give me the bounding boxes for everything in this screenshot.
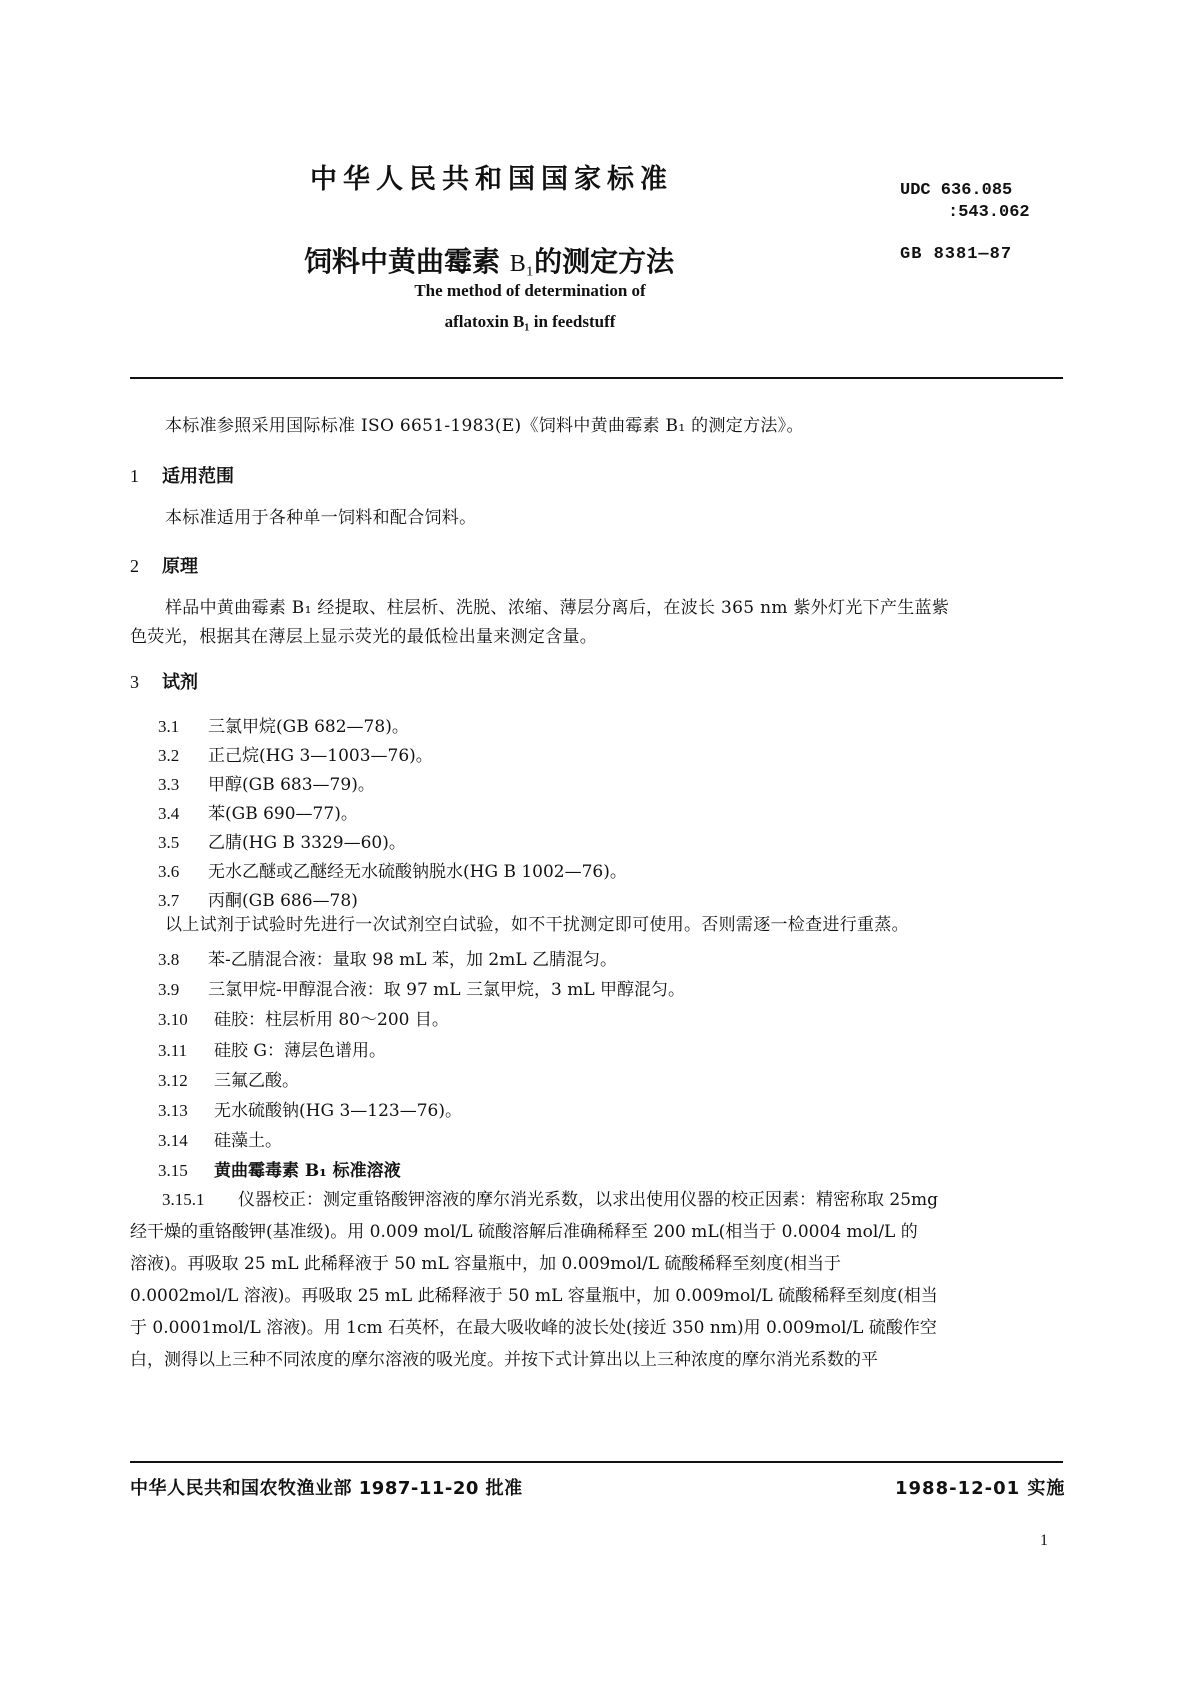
footer-divider (130, 1461, 1063, 1463)
reagent-note: 以上试剂于试验时先进行一次试剂空白试验，如不干扰测定即可使用。否则需逐一检查进行重蒸。 (165, 915, 909, 935)
udc-line-1: UDC 636.085 (900, 181, 1013, 200)
item-text: 乙腈(HG B 3329—60)。 (208, 833, 406, 853)
title-part-2: 的测定方法 (534, 245, 675, 278)
calibration-line: 经干燥的重铬酸钾(基准级)。用 0.009 mol/L 硫酸溶解后准确稀释至 200 mL(相当于 0.0004 mol/L 的 (130, 1222, 918, 1242)
item-number: 3.14 (158, 1131, 188, 1150)
calibration-line: 0.0002mol/L 溶液)。再吸取 25 mL 此稀释液于 50 mL 容量瓶中，加 0.009mol/L 硫酸稀释至刻度(相当 (130, 1286, 938, 1306)
item-number: 3.2 (158, 746, 180, 765)
section-title: 试剂 (162, 672, 198, 693)
item-text: 三氯甲烷-甲醇混合液：取 97 mL 三氯甲烷，3 mL 甲醇混匀。 (208, 980, 686, 1000)
reagent-item (158, 1036, 386, 1061)
english-title-line-2: aflatoxin B₁ in feedstuff (444, 312, 616, 331)
section-1-heading (130, 462, 234, 488)
reagent-item (158, 945, 617, 970)
item-number: 3.15 (158, 1161, 188, 1180)
item-number: 3.11 (158, 1041, 188, 1060)
section-number: 3 (130, 672, 139, 692)
udc-code (900, 180, 1030, 224)
item-number: 3.8 (158, 950, 180, 969)
reagent-item (158, 770, 375, 795)
item-number: 3.13 (158, 1101, 188, 1120)
section-1-text: 本标准适用于各种单一饲料和配合饲料。 (165, 508, 477, 528)
section-title: 适用范围 (162, 466, 234, 487)
page-number: 1 (1040, 1532, 1048, 1549)
calibration-line (130, 1184, 1065, 1216)
reagent-item (158, 1096, 462, 1121)
sub-item-number: 3.15.1 (162, 1190, 205, 1209)
intro-paragraph: 本标准参照采用国际标准 ISO 6651-1983(E)《饲料中黄曲霉素 B₁ 的测定方法》。 (165, 416, 804, 436)
reagent-item (158, 799, 358, 824)
item-text: 苯(GB 690—77)。 (208, 804, 358, 824)
item-number: 3.4 (158, 804, 180, 823)
item-text: 甲醇(GB 683—79)。 (208, 775, 375, 795)
header-divider (130, 377, 1063, 379)
item-number: 3.10 (158, 1010, 188, 1029)
reagent-item (158, 1156, 401, 1181)
standard-header: 中华人民共和国国家标准 (310, 164, 673, 195)
calibration-line: 于 0.0001mol/L 溶液)。用 1cm 石英杯，在最大吸收峰的波长处(接近 350 nm)用 0.009mol/L 硫酸作空 (130, 1318, 937, 1338)
item-number: 3.9 (158, 980, 180, 999)
item-text: 硅胶：柱层析用 80～200 目。 (214, 1010, 449, 1030)
section-2-heading (130, 552, 198, 578)
item-text: 三氟乙酸。 (214, 1071, 299, 1091)
udc-line-2: :543.062 (948, 203, 1030, 222)
item-number: 3.12 (158, 1071, 188, 1090)
implementation-date: 1988-12-01 实施 (895, 1478, 1066, 1499)
reagent-item (158, 857, 627, 882)
calibration-line: 溶液)。再吸取 25 mL 此稀释液于 50 mL 容量瓶中，加 0.009mol/L 硫酸稀释至刻度(相当于 (130, 1254, 842, 1274)
reagent-item (158, 1066, 299, 1091)
reagent-item (158, 712, 409, 737)
item-text: 硅胶 G：薄层色谱用。 (214, 1041, 386, 1061)
reagent-item (158, 1126, 282, 1151)
section-number: 2 (130, 556, 139, 576)
reagent-item (158, 828, 406, 853)
item-number: 3.3 (158, 775, 180, 794)
item-text: 苯-乙腈混合液：量取 98 mL 苯，加 2mL 乙腈混匀。 (208, 950, 618, 970)
item-text: 硅藻土。 (214, 1131, 282, 1151)
section-2-text-line-2: 色荧光，根据其在薄层上显示荧光的最低检出量来测定含量。 (130, 627, 598, 647)
approval-line: 中华人民共和国农牧渔业部 1987-11-20 批准 (130, 1478, 523, 1499)
item-text: 三氯甲烷(GB 682—78)。 (208, 717, 409, 737)
section-3-heading (130, 668, 198, 694)
calibration-paragraph (130, 1184, 1065, 1376)
reagent-item (158, 1005, 449, 1030)
gb-number: GB 8381—87 (900, 245, 1013, 264)
item-text: 无水乙醚或乙醚经无水硫酸钠脱水(HG B 1002—76)。 (208, 862, 627, 882)
item-number: 3.5 (158, 833, 180, 852)
item-text: 无水硫酸钠(HG 3—123—76)。 (214, 1101, 462, 1121)
item-text: 黄曲霉毒素 B₁ 标准溶液 (214, 1161, 401, 1181)
section-2-text-line-1: 样品中黄曲霉素 B₁ 经提取、柱层析、洗脱、浓缩、薄层分离后，在波长 365 nm 紫外灯光下产生蓝紫 (165, 598, 950, 618)
item-number: 3.1 (158, 717, 180, 736)
calibration-line: 白，测得以上三种不同浓度的摩尔溶液的吸光度。并按下式计算出以上三种浓度的摩尔消光系数的平 (130, 1350, 878, 1370)
reagent-item (158, 886, 358, 911)
title-symbol: B₁ (509, 251, 535, 277)
calibration-text: 仪器校正：测定重铬酸钾溶液的摩尔消光系数，以求出使用仪器的校正因素：精密称取 25mg (238, 1190, 939, 1210)
section-number: 1 (130, 466, 139, 486)
document-title (304, 240, 674, 280)
item-number: 3.6 (158, 862, 180, 881)
item-text: 丙酮(GB 686—78) (208, 891, 358, 911)
item-number: 3.7 (158, 891, 180, 910)
section-title: 原理 (162, 556, 198, 577)
reagent-item (158, 975, 685, 1000)
item-text: 正己烷(HG 3—1003—76)。 (208, 746, 433, 766)
title-part-1: 饲料中黄曲霉素 (304, 245, 510, 278)
english-title-line-1: The method of determination of (414, 281, 646, 300)
reagent-item (158, 741, 433, 766)
